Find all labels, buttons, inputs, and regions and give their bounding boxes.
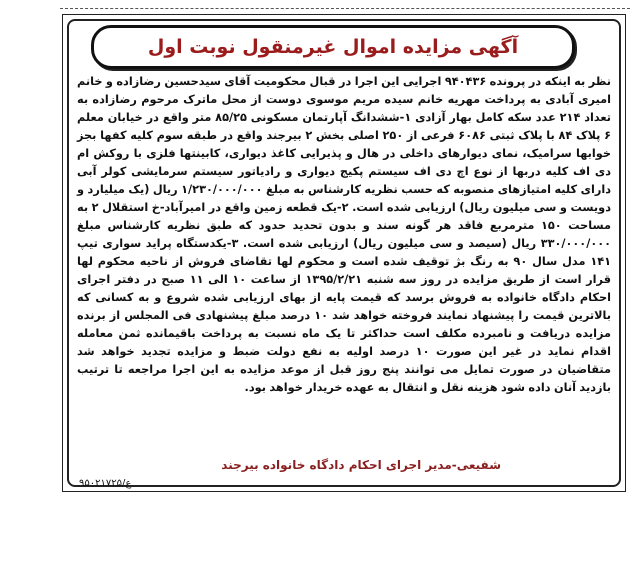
- signature-line: شفیعی-مدیر اجرای احکام دادگاه خانواده بیرجند: [221, 458, 501, 472]
- reference-code: ع/۹۵۰۲۱۷۲۵: [79, 478, 132, 489]
- notice-body: نظر به اینکه در پرونده ۹۴۰۴۳۶ اجرایی این اجرا در قبال محکومیت آقای سیدحسین رضازاده و خانم امیری آبادی به پرداخت مهریه خانم سیده مریم موسوی دوست از محل ماترک مرحوم رضازاده به تعداد ۲۱۴ عدد سکه کامل بهار آزادی ۱-ششدانگ آپارتمان مسکونی ۸۵/۲۵ متر واقع در خیابان معلم ۶ پلاک ۸۴ با پلاک ثبتی ۶۰۸۶ فرعی از ۲۵۰ اصلی بخش ۲ بیرجند واقع در طبقه سوم کلیه کفها بجز خوابها سرامیک، نمای دیوارهای داخلی در هال و پذیرایی کاغذ دیواری، کابینتها فلزی با روکش ام دی اف کلیه دربها از نوع اچ دی اف سیستم پکیج دیواری و رادیاتور سیستم سرمایشی کولر آبی دارای کلیه امتیازهای منصوبه که حسب نظریه کارشناس به مبلغ ۱/۲۳۰/۰۰۰/۰۰۰ ریال (یک میلیارد و دویست و سی میلیون ریال) ارزیابی شده است. ۲-یک قطعه زمین واقع در امیرآباد-خ استقلال ۲ به مساحت ۱۵۰ مترمربع فاقد هر گونه سند و بدون تحدید حدود که طبق نظریه کارشناس مبلغ ۳۳۰/۰۰۰/۰۰۰ ریال (سیصد و سی میلیون ریال) ارزیابی شده است. ۳-یکدستگاه پراید سواری تیپ ۱۴۱ مدل سال ۹۰ به رنگ بژ توقیف شده است و محکوم لها تقاضای فروش از ناحیه محکوم لها قرار است از طریق مزایده در روز سه شنبه ۱۳۹۵/۲/۲۱ از ساعت ۱۰ الی ۱۱ صبح در دفتر اجرای احکام دادگاه خانواده به فروش برسد که قیمت پایه از بهای ارزیابی شده شروع و به کسانی که بالاترین قیمت را پیشنهاد نمایند فروخته خواهد شد ۱۰ درصد مبلغ پیشنهادی فی المجلس از برنده مزایده دریافت و نامبرده مکلف است حداکثر تا یک ماه نسبت به پرداخت باقیمانده ثمن معامله اقدام نماید در غیر این صورت ۱۰ درصد اولیه به نفع دولت ضبط و مزایده تجدید خواهد شد متقاضیان در صورت تمایل می توانند پنج روز قبل از موعد مزایده به این اجرا مراجعه تا ترتیب بازدید آنان داده شود هزینه نقل و انتقال به عهده خریدار خواهد بود.: [77, 75, 612, 394]
- title-banner: [91, 25, 575, 69]
- notice-border: [67, 19, 621, 487]
- notice-box: [62, 14, 626, 492]
- notice-title: آگهی مزایده اموال غیرمنقول نوبت اول: [147, 36, 519, 58]
- top-divider: [60, 8, 630, 9]
